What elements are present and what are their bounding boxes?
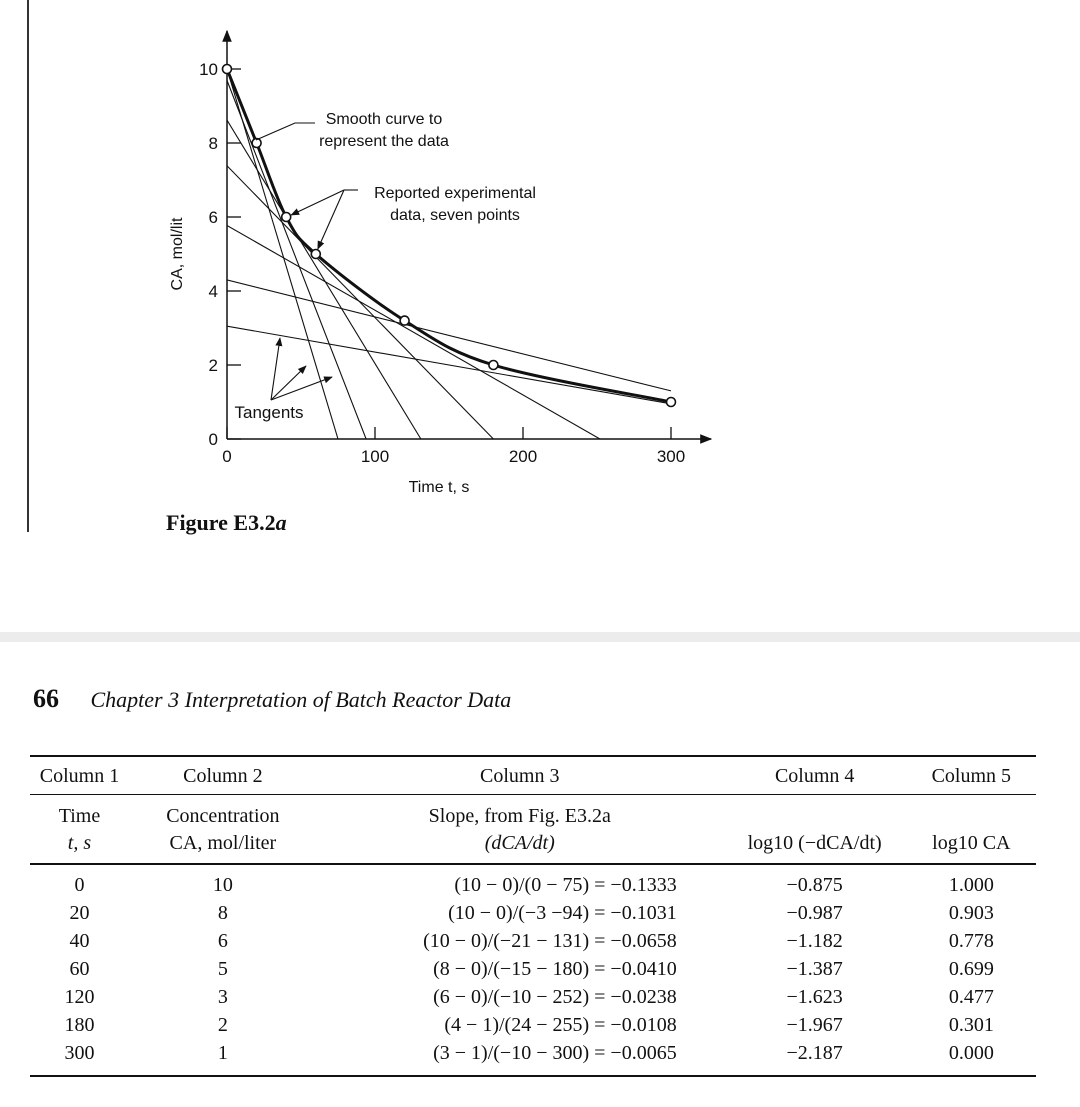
time-cell: 20 [69,902,90,924]
time-cell: 40 [69,930,90,952]
time-cell: 0 [74,874,85,896]
data-table [30,755,1036,1077]
y-axis-label: CA, mol/lit [169,217,186,291]
column-3-label: Column 3 [317,756,723,795]
time-header [30,795,129,865]
y-tick-label: 6 [208,208,218,227]
log-rate-cell: −2.187 [723,1039,907,1076]
annotation-reported-data-line2: data, seven points [390,207,520,224]
x-tick-label: 200 [508,447,538,466]
page-number: 66 [33,684,59,713]
y-tick-label: 8 [208,134,218,153]
log-concentration-cell: 0.000 [907,1039,1036,1076]
log-rate-cell: −1.967 [786,1014,843,1036]
log-rate-cell: −1.182 [786,930,843,952]
concentration-cell: 1 [129,1039,317,1076]
data-point [489,361,498,370]
concentration-header-bottom: CA, mol/liter [169,832,277,854]
concentration-header [129,795,317,865]
concentration-header-top: Concentration [166,805,280,827]
concentration-cell: 6 [217,930,228,952]
x-tick-label: 100 [360,447,390,466]
log-concentration-cell: 0.903 [948,902,994,924]
figure-e3-2a-chart [150,20,720,500]
concentration-cell: 10 [212,874,233,896]
column-4-label: Column 4 [723,756,907,795]
concentration-cell: 8 [217,902,228,924]
log-rate-cell: −0.875 [786,874,843,896]
log-concentration-cell: 0.778 [948,930,994,952]
time-cell: 120 [64,986,95,1008]
annotation-smooth-curve-leader [256,123,315,140]
header-row [30,795,1036,865]
time-cell: 60 [69,958,90,980]
column-5-label: Column 5 [907,756,1036,795]
annotation-reported-data-line1: Reported experimental [374,185,536,202]
slope-cell: (10 − 0)/(−21 − 131) = −0.0658 [423,930,677,952]
tangent-line [227,280,671,391]
annotation-arrow [271,338,280,400]
time-header-bottom: t, s [67,832,92,854]
log-rate-cell: −1.623 [786,986,843,1008]
annotation-smooth-curve-line2: represent the data [319,133,449,150]
annotation-tangents: Tangents [234,403,304,422]
y-tick-label: 10 [199,60,218,79]
log-rate-cell: −1.387 [786,958,843,980]
slope-cell: (10 − 0)/(−3 −94) = −0.1031 [448,902,677,924]
x-tick-label: 0 [222,447,232,466]
annotation-smooth-curve-line1: Smooth curve to [325,111,443,128]
column-2-label: Column 2 [129,756,317,795]
slope-header [317,795,723,865]
table-body [30,864,1036,1076]
log-concentration-header: log10 CA [907,795,1036,865]
log-concentration-cell: 0.477 [948,986,994,1008]
slope-header-bottom: (dCA/dt) [484,832,555,854]
table-row [30,864,1036,899]
figure-caption-suffix: a [275,510,287,535]
column-number-row [30,756,1036,795]
column-1-label: Column 1 [30,756,129,795]
slope-cell: (10 − 0)/(0 − 75) = −0.1333 [454,874,677,896]
concentration-cell: 5 [217,958,228,980]
annotation-arrow [318,190,344,249]
slope-cell: (3 − 1)/(−10 − 300) = −0.0065 [317,1039,723,1076]
figure-caption-label: Figure E3.2 [166,510,276,535]
time-header-top: Time [58,805,101,827]
y-tick-label: 4 [208,282,218,301]
slope-cell: (6 − 0)/(−10 − 252) = −0.0238 [433,986,677,1008]
chapter-title: Chapter 3 Interpretation of Batch Reactor Data [90,687,512,712]
x-axis-label: Time t, s [408,479,470,496]
tangent-line [227,326,671,404]
time-cell: 180 [64,1014,95,1036]
data-point [282,213,291,222]
log-rate-cell: −0.987 [786,902,843,924]
data-point [667,398,676,407]
data-point [311,250,320,259]
figure-caption [166,510,287,536]
concentration-cell: 3 [217,986,228,1008]
table-row [30,983,1036,1011]
page-gap [0,632,1080,642]
table-row [30,1011,1036,1039]
log-concentration-cell: 0.699 [948,958,994,980]
x-tick-label: 300 [656,447,686,466]
table-row [30,927,1036,955]
concentration-cell: 2 [217,1014,228,1036]
slope-cell: (4 − 1)/(24 − 255) = −0.0108 [444,1014,677,1036]
log-rate-header: log10 (−dCA/dt) [723,795,907,865]
table-row [30,899,1036,927]
table-row [30,955,1036,983]
slope-cell: (8 − 0)/(−15 − 180) = −0.0410 [433,958,677,980]
annotation-arrow [291,190,344,215]
log-concentration-cell: 1.000 [948,874,994,896]
data-point [400,316,409,325]
y-tick-label: 2 [208,356,218,375]
data-point [223,65,232,74]
running-head [33,684,511,714]
y-tick-label: 0 [208,430,218,449]
log-concentration-cell: 0.301 [948,1014,994,1036]
table-row [30,1039,1036,1076]
time-cell: 300 [30,1039,129,1076]
slope-header-top: Slope, from Fig. E3.2a [428,805,611,827]
margin-rule [27,0,29,532]
annotation-arrow [271,366,306,400]
